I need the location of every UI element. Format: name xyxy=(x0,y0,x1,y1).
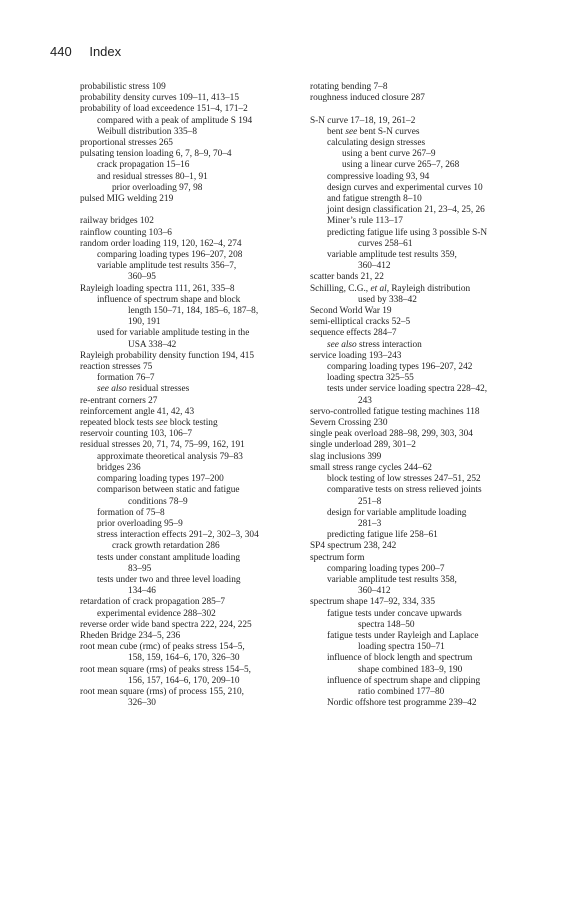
index-entry: semi-elliptical cracks 52–5 xyxy=(310,317,411,328)
index-entry: 360–412 xyxy=(358,586,391,597)
index-entry: Severn Crossing 230 xyxy=(310,418,388,429)
index-entry: prior overloading 97, 98 xyxy=(112,182,203,193)
index-entry: spectrum form xyxy=(310,552,365,563)
index-entry: residual stresses 20, 71, 74, 75–99, 162, 191 xyxy=(80,440,245,451)
index-entry: Miner’s rule 113–17 xyxy=(327,216,403,227)
index-entry: spectrum shape 147–92, 334, 335 xyxy=(310,597,435,608)
index-entry: used by 338–42 xyxy=(358,294,417,305)
index-entry: 251–8 xyxy=(358,496,382,507)
index-entry: stress interaction effects 291–2, 302–3, 304 xyxy=(97,530,259,541)
index-entry: probabilistic stress 109 xyxy=(80,82,166,92)
index-entry: ratio combined 177–80 xyxy=(358,686,445,697)
index-entry: service loading 193–243 xyxy=(310,350,402,361)
index-entry: influence of block length and spectrum xyxy=(327,653,473,664)
index-entry: Schilling, C.G., et al, Rayleigh distribution xyxy=(310,283,471,294)
index-entry: using a linear curve 265–7, 268 xyxy=(342,160,460,171)
index-entry: root mean square (rms) of peaks stress 154–5, xyxy=(80,664,251,675)
index-entry: fatigue tests under concave upwards xyxy=(327,608,462,619)
index-entry: prior overloading 95–9 xyxy=(97,518,183,529)
index-entry: 360–95 xyxy=(128,272,156,283)
index-column-left xyxy=(80,82,308,709)
index-entry: design for variable amplitude loading xyxy=(327,507,467,518)
index-entry: random order loading 119, 120, 162–4, 274 xyxy=(80,238,242,249)
index-entry: 326–30 xyxy=(128,698,156,709)
index-entry: used for variable amplitude testing in the xyxy=(97,328,250,339)
index-entry: Rayleigh probability density function 194, 415 xyxy=(80,350,255,361)
index-entry: 156, 157, 164–6, 170, 209–10 xyxy=(128,675,240,686)
index-entry: fatigue tests under Rayleigh and Laplace xyxy=(327,630,479,641)
index-entry: comparing loading types 196–207, 208 xyxy=(97,250,243,261)
index-entry: comparative tests on stress relieved joints xyxy=(327,485,482,496)
index-entry: formation 76–7 xyxy=(97,373,155,384)
index-entry: probability density curves 109–11, 413–15 xyxy=(80,93,239,104)
index-entry: compared with a peak of amplitude S 194 xyxy=(97,115,253,126)
page-number: 440 xyxy=(50,44,72,59)
index-entry: and residual stresses 80–1, 91 xyxy=(97,171,208,182)
index-entry: 190, 191 xyxy=(128,317,161,328)
index-entry: Nordic offshore test programme 239–42 xyxy=(327,698,477,709)
index-entry: reservoir counting 103, 106–7 xyxy=(80,429,193,440)
index-entry: block testing of low stresses 247–51, 252 xyxy=(327,474,481,485)
index-entry: joint design classification 21, 23–4, 25, 26 xyxy=(327,205,485,216)
index-entry: tests under constant amplitude loading xyxy=(97,552,241,563)
index-entry: loading spectra 325–55 xyxy=(327,373,414,384)
index-entry: 360–412 xyxy=(358,261,391,272)
index-entry: single underload 289, 301–2 xyxy=(310,440,416,451)
index-entry: small stress range cycles 244–62 xyxy=(310,462,432,473)
index-entry: pulsed MIG welding 219 xyxy=(80,194,174,205)
index-entry: tests under service loading spectra 228–42, xyxy=(327,384,488,395)
index-entry: length 150–71, 184, 185–6, 187–8, xyxy=(128,306,259,317)
index-entry: comparing loading types 200–7 xyxy=(327,563,445,574)
index-entry: rainflow counting 103–6 xyxy=(80,227,172,238)
index-entry: crack propagation 15–16 xyxy=(97,160,190,171)
index-entry: Rheden Bridge 234–5, 236 xyxy=(80,630,181,641)
index-entry: tests under two and three level loading xyxy=(97,574,241,585)
index-entry: approximate theoretical analysis 79–83 xyxy=(97,451,243,462)
index-entry: comparing loading types 196–207, 242 xyxy=(327,362,473,373)
index-entry: crack growth retardation 286 xyxy=(112,541,220,552)
index-entry: 158, 159, 164–6, 170, 326–30 xyxy=(128,653,240,664)
index-entry: comparison between static and fatigue xyxy=(97,485,240,496)
index-entry: single peak overload 288–98, 299, 303, 304 xyxy=(310,429,473,440)
index-entry: slag inclusions 399 xyxy=(310,451,382,462)
index-entry: reaction stresses 75 xyxy=(80,362,153,373)
section-title: Index xyxy=(89,44,122,59)
index-entry: 134–46 xyxy=(128,586,156,597)
index-entry: repeated block tests see block testing xyxy=(80,418,218,429)
index-entry: reinforcement angle 41, 42, 43 xyxy=(80,406,195,417)
index-entry: conditions 78–9 xyxy=(128,496,188,507)
index-entry: scatter bands 21, 22 xyxy=(310,272,384,283)
index-entry: pulsating tension loading 6, 7, 8–9, 70–4 xyxy=(80,149,232,160)
index-entry: re-entrant corners 27 xyxy=(80,395,158,406)
index-column-right xyxy=(310,82,538,709)
index-entry: proportional stresses 265 xyxy=(80,138,173,149)
index-entry: using a bent curve 267–9 xyxy=(342,149,436,160)
index-entry: see also residual stresses xyxy=(97,384,190,395)
index-entry: loading spectra 150–71 xyxy=(358,642,445,653)
index-entry: Rayleigh loading spectra 111, 261, 335–8 xyxy=(80,283,235,294)
index-entry: shape combined 183–9, 190 xyxy=(358,664,463,675)
index-entry: root mean square (rms) of process 155, 210, xyxy=(80,686,244,697)
index-entry: sequence effects 284–7 xyxy=(310,328,397,339)
index-entry: predicting fatigue life using 3 possible S-N xyxy=(327,227,488,238)
index-entry: Second World War 19 xyxy=(310,306,392,317)
index-entry: probability of load exceedence 151–4, 171–2 xyxy=(80,104,248,115)
index-entry: variable amplitude test results 356–7, xyxy=(97,261,237,272)
index-entry: influence of spectrum shape and clipping xyxy=(327,675,481,686)
index-entry: see also stress interaction xyxy=(327,339,422,350)
index-entry: variable amplitude test results 358, xyxy=(327,574,457,585)
index-entry: 281–3 xyxy=(358,518,382,529)
index-entry: influence of spectrum shape and block xyxy=(97,294,241,305)
index-entry: Weibull distribution 335–8 xyxy=(97,126,197,137)
index-entry: servo-controlled fatigue testing machines 118 xyxy=(310,406,480,417)
index-entry: calculating design stresses xyxy=(327,138,426,148)
index-entry: design curves and experimental curves 10 xyxy=(327,182,483,193)
index-entry: root mean cube (rmc) of peaks stress 154–5, xyxy=(80,642,245,653)
index-entry: SP4 spectrum 238, 242 xyxy=(310,541,397,552)
index-entry: experimental evidence 288–302 xyxy=(97,608,216,619)
index-entry: and fatigue strength 8–10 xyxy=(327,194,422,205)
index-entry: retardation of crack propagation 285–7 xyxy=(80,597,226,608)
index-entry: 83–95 xyxy=(128,563,152,574)
index-entry: compressive loading 93, 94 xyxy=(327,171,430,182)
index-entry: predicting fatigue life 258–61 xyxy=(327,530,438,541)
index-entry: curves 258–61 xyxy=(358,238,413,249)
index-entry: railway bridges 102 xyxy=(80,216,154,227)
index-entry: formation of 75–8 xyxy=(97,507,165,518)
index-entry: 243 xyxy=(358,395,372,406)
index-entry: reverse order wide band spectra 222, 224, 225 xyxy=(80,619,252,630)
index-entry: USA 338–42 xyxy=(128,339,177,350)
index-entry: comparing loading types 197–200 xyxy=(97,474,224,485)
index-entry: bridges 236 xyxy=(97,462,141,473)
index-entry: bent see bent S-N curves xyxy=(327,126,420,137)
running-header xyxy=(50,44,121,59)
index-entry: S-N curve 17–18, 19, 261–2 xyxy=(310,115,416,126)
index-entry: rotating bending 7–8 xyxy=(310,82,388,92)
index-entry: spectra 148–50 xyxy=(358,619,415,630)
index-entry: variable amplitude test results 359, xyxy=(327,250,457,261)
index-entry: roughness induced closure 287 xyxy=(310,93,425,104)
